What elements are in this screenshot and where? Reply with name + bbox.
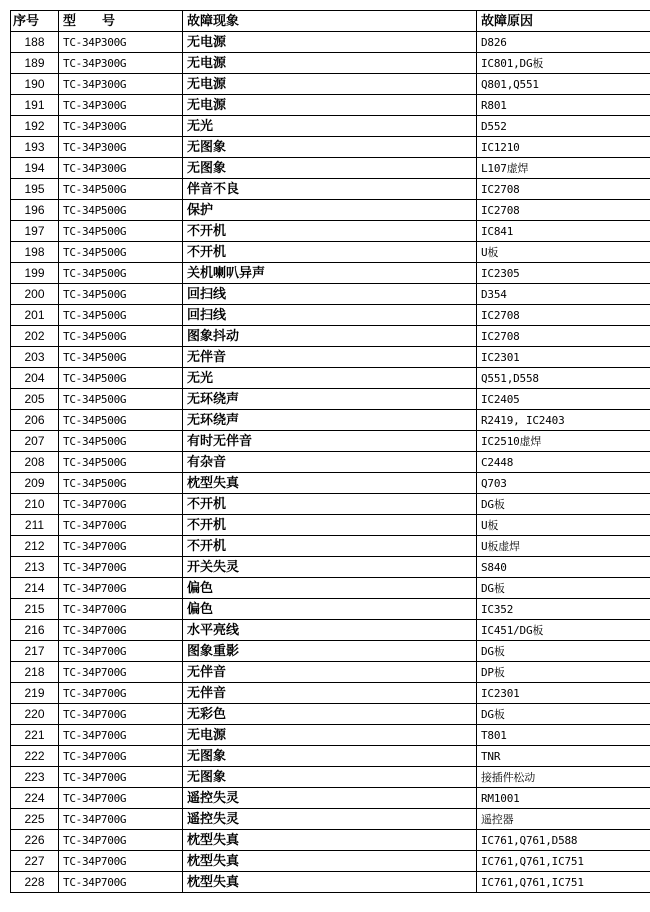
- cell-cause: IC761,Q761,IC751: [477, 872, 650, 893]
- cell-cause: IC2305: [477, 263, 650, 284]
- cell-symptom: 无环绕声: [183, 410, 477, 431]
- cell-serial-number: 207: [11, 431, 59, 452]
- cell-symptom: 不开机: [183, 515, 477, 536]
- cell-cause: D826: [477, 32, 650, 53]
- cell-cause: IC2510虚焊: [477, 431, 650, 452]
- table-row: [11, 788, 650, 809]
- cell-symptom: 遥控失灵: [183, 788, 477, 809]
- cell-symptom: 无伴音: [183, 347, 477, 368]
- cell-symptom: 不开机: [183, 494, 477, 515]
- cell-symptom: 枕型失真: [183, 830, 477, 851]
- table-row: [11, 641, 650, 662]
- cell-cause: C2448: [477, 452, 650, 473]
- cell-cause: R801: [477, 95, 650, 116]
- cell-model: TC-34P700G: [59, 809, 183, 830]
- cell-symptom: 伴音不良: [183, 179, 477, 200]
- cell-model: TC-34P700G: [59, 746, 183, 767]
- cell-symptom: 偏色: [183, 578, 477, 599]
- cell-model: TC-34P500G: [59, 368, 183, 389]
- cell-cause: IC2301: [477, 347, 650, 368]
- cell-symptom: 不开机: [183, 242, 477, 263]
- cell-symptom: 无电源: [183, 32, 477, 53]
- cell-cause: IC1210: [477, 137, 650, 158]
- cell-serial-number: 216: [11, 620, 59, 641]
- table-row: [11, 389, 650, 410]
- table-row: [11, 431, 650, 452]
- table-row: [11, 620, 650, 641]
- cell-symptom: 无光: [183, 368, 477, 389]
- cell-model: TC-34P300G: [59, 116, 183, 137]
- table-row: [11, 95, 650, 116]
- cell-cause: U板: [477, 242, 650, 263]
- cell-symptom: 无电源: [183, 53, 477, 74]
- cell-serial-number: 201: [11, 305, 59, 326]
- cell-serial-number: 215: [11, 599, 59, 620]
- cell-cause: L107虚焊: [477, 158, 650, 179]
- cell-cause: Q703: [477, 473, 650, 494]
- table-row: [11, 578, 650, 599]
- cell-symptom: 枕型失真: [183, 851, 477, 872]
- cell-symptom: 无环绕声: [183, 389, 477, 410]
- table-row: [11, 242, 650, 263]
- cell-model: TC-34P500G: [59, 410, 183, 431]
- cell-model: TC-34P700G: [59, 767, 183, 788]
- cell-model: TC-34P500G: [59, 221, 183, 242]
- cell-serial-number: 224: [11, 788, 59, 809]
- cell-serial-number: 214: [11, 578, 59, 599]
- cell-serial-number: 217: [11, 641, 59, 662]
- table-row: [11, 347, 650, 368]
- table-row: [11, 557, 650, 578]
- cell-cause: 遥控器: [477, 809, 650, 830]
- table-row: [11, 200, 650, 221]
- cell-serial-number: 223: [11, 767, 59, 788]
- table-row: [11, 473, 650, 494]
- table-row: [11, 809, 650, 830]
- table-row: [11, 368, 650, 389]
- cell-symptom: 图象重影: [183, 641, 477, 662]
- cell-cause: 接插件松动: [477, 767, 650, 788]
- table-row: [11, 74, 650, 95]
- cell-serial-number: 222: [11, 746, 59, 767]
- cell-model: TC-34P500G: [59, 263, 183, 284]
- cell-symptom: 无图象: [183, 158, 477, 179]
- cell-serial-number: 204: [11, 368, 59, 389]
- cell-cause: IC2708: [477, 305, 650, 326]
- cell-symptom: 枕型失真: [183, 473, 477, 494]
- cell-cause: S840: [477, 557, 650, 578]
- header-symptom: 故障现象: [183, 11, 477, 32]
- cell-serial-number: 189: [11, 53, 59, 74]
- cell-cause: DP板: [477, 662, 650, 683]
- cell-model: TC-34P700G: [59, 536, 183, 557]
- cell-serial-number: 193: [11, 137, 59, 158]
- cell-symptom: 无电源: [183, 74, 477, 95]
- cell-cause: DG板: [477, 641, 650, 662]
- cell-model: TC-34P700G: [59, 788, 183, 809]
- cell-serial-number: 209: [11, 473, 59, 494]
- cell-model: TC-34P700G: [59, 725, 183, 746]
- table-row: [11, 158, 650, 179]
- cell-model: TC-34P500G: [59, 473, 183, 494]
- cell-cause: D552: [477, 116, 650, 137]
- cell-serial-number: 190: [11, 74, 59, 95]
- table-row: [11, 326, 650, 347]
- cell-symptom: 不开机: [183, 536, 477, 557]
- cell-model: TC-34P500G: [59, 242, 183, 263]
- table-row: [11, 263, 650, 284]
- cell-cause: IC761,Q761,D588: [477, 830, 650, 851]
- cell-model: TC-34P700G: [59, 641, 183, 662]
- table-row: [11, 179, 650, 200]
- cell-cause: IC2708: [477, 179, 650, 200]
- cell-cause: RM1001: [477, 788, 650, 809]
- table-row: [11, 305, 650, 326]
- cell-model: TC-34P500G: [59, 179, 183, 200]
- cell-symptom: 无伴音: [183, 683, 477, 704]
- cell-serial-number: 200: [11, 284, 59, 305]
- table-row: [11, 704, 650, 725]
- cell-model: TC-34P700G: [59, 494, 183, 515]
- cell-symptom: 偏色: [183, 599, 477, 620]
- cell-model: TC-34P700G: [59, 704, 183, 725]
- cell-model: TC-34P300G: [59, 74, 183, 95]
- table-row: [11, 725, 650, 746]
- table-row: [11, 599, 650, 620]
- cell-serial-number: 211: [11, 515, 59, 536]
- cell-cause: DG板: [477, 704, 650, 725]
- cell-symptom: 图象抖动: [183, 326, 477, 347]
- cell-symptom: 无电源: [183, 725, 477, 746]
- cell-serial-number: 219: [11, 683, 59, 704]
- cell-serial-number: 208: [11, 452, 59, 473]
- cell-model: TC-34P500G: [59, 305, 183, 326]
- cell-symptom: 遥控失灵: [183, 809, 477, 830]
- cell-serial-number: 228: [11, 872, 59, 893]
- cell-cause: IC2708: [477, 326, 650, 347]
- cell-cause: U板: [477, 515, 650, 536]
- cell-model: TC-34P700G: [59, 557, 183, 578]
- cell-serial-number: 227: [11, 851, 59, 872]
- cell-cause: DG板: [477, 578, 650, 599]
- cell-cause: TNR: [477, 746, 650, 767]
- cell-serial-number: 198: [11, 242, 59, 263]
- cell-symptom: 无图象: [183, 767, 477, 788]
- table-row: [11, 830, 650, 851]
- cell-cause: IC2708: [477, 200, 650, 221]
- cell-cause: Q551,D558: [477, 368, 650, 389]
- cell-serial-number: 197: [11, 221, 59, 242]
- table-row: [11, 32, 650, 53]
- cell-serial-number: 218: [11, 662, 59, 683]
- cell-serial-number: 212: [11, 536, 59, 557]
- cell-symptom: 无伴音: [183, 662, 477, 683]
- table-row: [11, 872, 650, 893]
- table-body: [11, 32, 650, 893]
- header-cause: 故障原因: [477, 11, 650, 32]
- cell-symptom: 无彩色: [183, 704, 477, 725]
- table-row: [11, 746, 650, 767]
- cell-cause: IC761,Q761,IC751: [477, 851, 650, 872]
- cell-serial-number: 220: [11, 704, 59, 725]
- cell-cause: IC352: [477, 599, 650, 620]
- cell-model: TC-34P700G: [59, 830, 183, 851]
- cell-cause: U板虚焊: [477, 536, 650, 557]
- cell-model: TC-34P500G: [59, 347, 183, 368]
- cell-model: TC-34P500G: [59, 200, 183, 221]
- cell-symptom: 无图象: [183, 137, 477, 158]
- cell-model: TC-34P700G: [59, 662, 183, 683]
- cell-symptom: 无图象: [183, 746, 477, 767]
- header-row: [11, 11, 650, 32]
- cell-serial-number: 206: [11, 410, 59, 431]
- cell-cause: DG板: [477, 494, 650, 515]
- cell-serial-number: 191: [11, 95, 59, 116]
- cell-serial-number: 210: [11, 494, 59, 515]
- table-row: [11, 515, 650, 536]
- cell-serial-number: 213: [11, 557, 59, 578]
- cell-serial-number: 195: [11, 179, 59, 200]
- cell-model: TC-34P700G: [59, 872, 183, 893]
- cell-cause: IC2405: [477, 389, 650, 410]
- cell-serial-number: 203: [11, 347, 59, 368]
- cell-model: TC-34P700G: [59, 620, 183, 641]
- cell-serial-number: 202: [11, 326, 59, 347]
- cell-cause: IC2301: [477, 683, 650, 704]
- cell-model: TC-34P700G: [59, 515, 183, 536]
- cell-symptom: 开关失灵: [183, 557, 477, 578]
- cell-cause: Q801,Q551: [477, 74, 650, 95]
- cell-serial-number: 192: [11, 116, 59, 137]
- cell-serial-number: 226: [11, 830, 59, 851]
- cell-model: TC-34P500G: [59, 326, 183, 347]
- cell-model: TC-34P500G: [59, 389, 183, 410]
- cell-serial-number: 205: [11, 389, 59, 410]
- cell-serial-number: 196: [11, 200, 59, 221]
- table-row: [11, 410, 650, 431]
- cell-model: TC-34P300G: [59, 32, 183, 53]
- cell-symptom: 关机喇叭异声: [183, 263, 477, 284]
- cell-serial-number: 199: [11, 263, 59, 284]
- table-row: [11, 767, 650, 788]
- cell-model: TC-34P300G: [59, 137, 183, 158]
- cell-symptom: 回扫线: [183, 305, 477, 326]
- table-row: [11, 221, 650, 242]
- cell-symptom: 不开机: [183, 221, 477, 242]
- cell-symptom: 无光: [183, 116, 477, 137]
- table-row: [11, 851, 650, 872]
- table-row: [11, 494, 650, 515]
- cell-serial-number: 194: [11, 158, 59, 179]
- cell-cause: IC801,DG板: [477, 53, 650, 74]
- cell-cause: D354: [477, 284, 650, 305]
- cell-model: TC-34P500G: [59, 452, 183, 473]
- cell-model: TC-34P700G: [59, 599, 183, 620]
- table-row: [11, 683, 650, 704]
- cell-cause: R2419, IC2403: [477, 410, 650, 431]
- cell-serial-number: 188: [11, 32, 59, 53]
- cell-symptom: 无电源: [183, 95, 477, 116]
- table-row: [11, 452, 650, 473]
- cell-symptom: 回扫线: [183, 284, 477, 305]
- table-row: [11, 536, 650, 557]
- cell-cause: IC451/DG板: [477, 620, 650, 641]
- table-row: [11, 53, 650, 74]
- cell-symptom: 有时无伴音: [183, 431, 477, 452]
- cell-model: TC-34P500G: [59, 284, 183, 305]
- table-row: [11, 662, 650, 683]
- cell-cause: IC841: [477, 221, 650, 242]
- cell-model: TC-34P300G: [59, 53, 183, 74]
- table-row: [11, 116, 650, 137]
- cell-serial-number: 225: [11, 809, 59, 830]
- header-serial-number: 序号: [11, 11, 59, 32]
- cell-model: TC-34P300G: [59, 95, 183, 116]
- cell-cause: T801: [477, 725, 650, 746]
- cell-symptom: 有杂音: [183, 452, 477, 473]
- cell-model: TC-34P700G: [59, 851, 183, 872]
- cell-model: TC-34P700G: [59, 578, 183, 599]
- cell-model: TC-34P300G: [59, 158, 183, 179]
- cell-model: TC-34P700G: [59, 683, 183, 704]
- cell-symptom: 水平亮线: [183, 620, 477, 641]
- cell-symptom: 保护: [183, 200, 477, 221]
- fault-table: [10, 10, 650, 893]
- cell-model: TC-34P500G: [59, 431, 183, 452]
- header-model: 型 号: [59, 11, 183, 32]
- cell-symptom: 枕型失真: [183, 872, 477, 893]
- cell-serial-number: 221: [11, 725, 59, 746]
- table-row: [11, 137, 650, 158]
- table-row: [11, 284, 650, 305]
